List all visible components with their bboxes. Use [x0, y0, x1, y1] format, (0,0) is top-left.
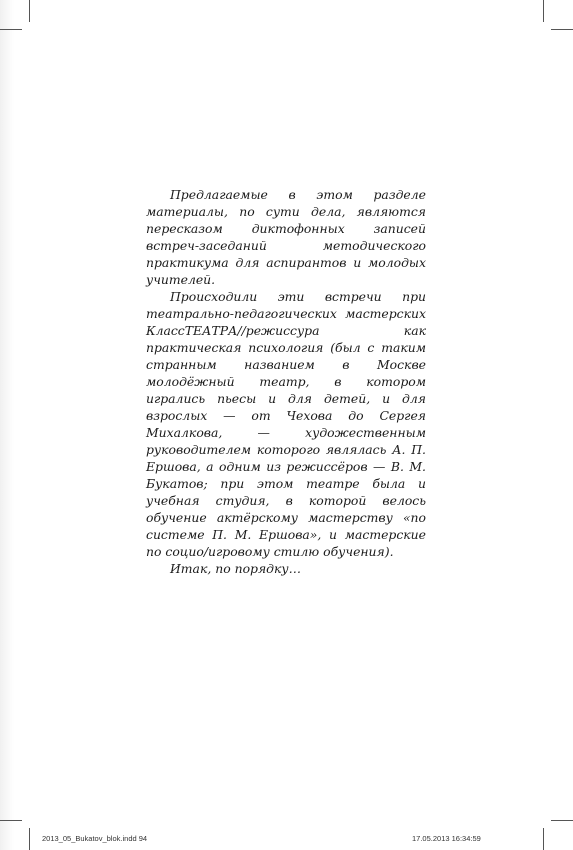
slug-filename: 2013_05_Bukatov_blok.indd 94: [42, 834, 148, 843]
crop-mark-bottom-right: [551, 820, 573, 821]
paragraph-intro: Предлагаемые в этом разделе материалы, по сути дела, являются пересказом диктофонных записей встреч-заседаний методического практикума для аспирантов и молодых учителей.: [146, 187, 426, 287]
paragraph-context: Происходили эти встречи при театрально-педагогических мастерских КлассТЕАТРА//режиссура как практическая психология (был с таким странным названием в Москве молодёжный театр, в котором игрались пьесы и для детей, и для взрослых — от Чехова до Сергея Михалкова, — художественным руководителем которого являлась А. П. Ершова, а одним из режиссёров — В. М. Букатов; при этом театре была и учебная студия, в которой велось обучение актёрскому мастерству «по системе П. М. Ершова», и мастерские по социо/игровому стилю обучения).: [146, 289, 426, 559]
crop-mark-bottom-right: [543, 828, 544, 850]
body-text: [146, 186, 426, 577]
slug-datetime: 17.05.2013 16:34:59: [412, 834, 481, 843]
crop-mark-bottom-left: [29, 828, 30, 850]
crop-mark-top-left: [29, 0, 30, 22]
crop-mark-bottom-left: [0, 820, 22, 821]
crop-mark-top-left: [0, 29, 22, 30]
crop-mark-top-right: [551, 29, 573, 30]
paragraph-closing: Итак, по порядку…: [170, 561, 302, 576]
crop-mark-top-right: [543, 0, 544, 22]
page-edge-shadow: [0, 0, 14, 850]
